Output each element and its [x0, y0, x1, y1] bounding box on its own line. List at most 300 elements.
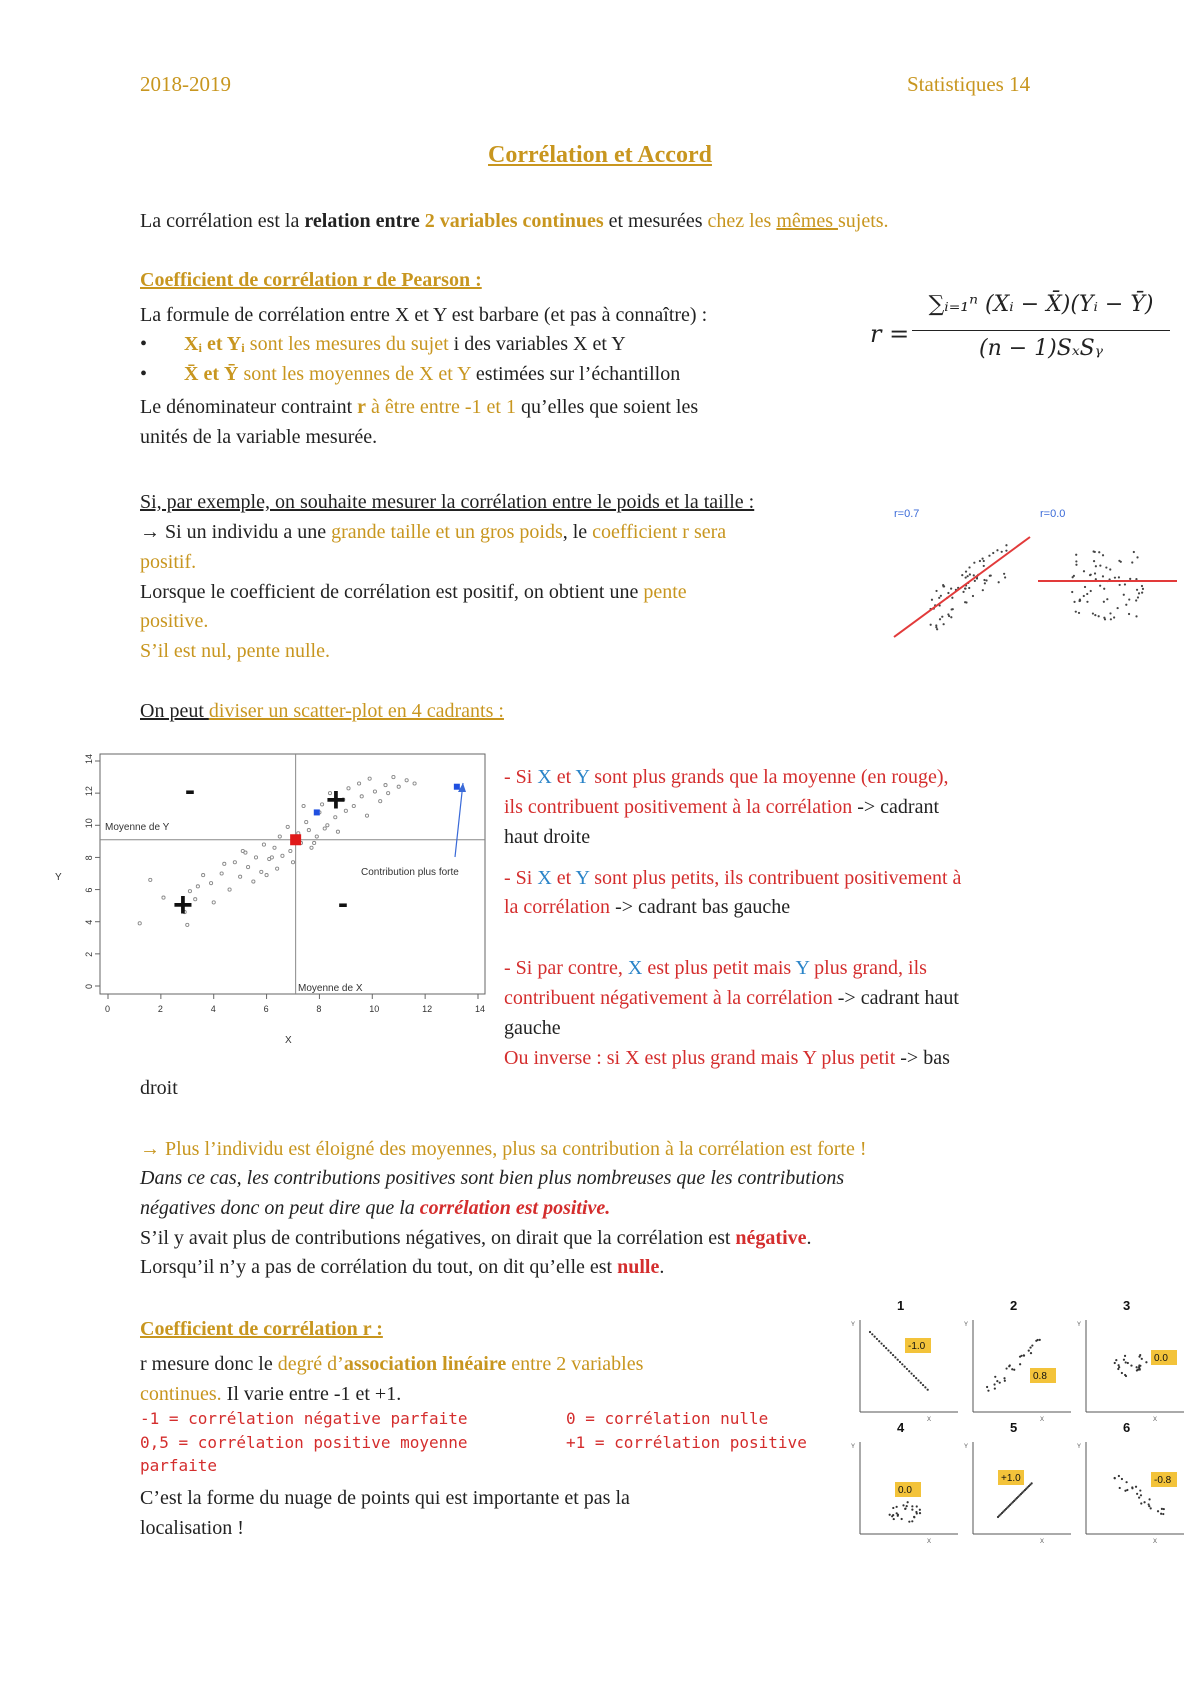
scatter-dot [1073, 601, 1075, 603]
conclusion-line: Lorsqu’il n’y a pas de corrélation du tout, on dit qu’elle est nulle. [140, 1256, 665, 1278]
data-point [387, 792, 390, 795]
denominator-text: Le dénominateur contraint r à être entre -1 et 1 qu’elles que soient les [140, 396, 699, 418]
panel-dot [917, 1379, 919, 1381]
contribution-arrow [455, 783, 463, 857]
x-tick-label: 8 [316, 1004, 322, 1014]
panel-dot [1123, 1359, 1125, 1361]
panel-dot [1028, 1350, 1030, 1352]
x-tick-label: 4 [210, 1004, 216, 1014]
scatter-dot [1099, 565, 1101, 567]
panel-dot [1019, 1363, 1021, 1365]
scatter-dot [1138, 592, 1140, 594]
bullet-item: • Xᵢ et Yᵢ sont les mesures du sujet i des variables X et Y [140, 333, 626, 355]
conclusion-line: négatives donc on peut dire que la corrélation est positive. [140, 1197, 611, 1219]
r-value-label: 0.8 [1033, 1371, 1047, 1382]
scatter-dot [1078, 612, 1080, 614]
minus-top-left: - [185, 774, 195, 807]
scatter-dot [1075, 564, 1077, 566]
panel-dot [1126, 1489, 1128, 1491]
panel-dot [986, 1386, 988, 1388]
panel-dot [901, 1518, 903, 1520]
scatter-dot [1104, 618, 1106, 620]
scatter-dot [1001, 551, 1003, 553]
data-point [397, 785, 400, 788]
y-axis-label: Y [55, 872, 62, 883]
scatter-dot [1075, 554, 1077, 556]
scatter-dot [1129, 578, 1131, 580]
x-axis-label: X [285, 1035, 292, 1046]
coef-value-05: 0,5 = corrélation positive moyenne [140, 1433, 468, 1452]
scatter-dot [985, 579, 987, 581]
data-point [220, 872, 223, 875]
scatter-dot [1142, 588, 1144, 590]
panel-dot [987, 1390, 989, 1392]
scatter-dot [1004, 576, 1006, 578]
coef-line: C’est la forme du nuage de points qui est importante et pas la [140, 1487, 630, 1509]
data-point [379, 800, 382, 803]
scatter-dot [1123, 594, 1125, 596]
scatter-dot [1135, 578, 1137, 580]
scatter-dot [983, 579, 985, 581]
panel-dot [1114, 1362, 1116, 1364]
panel-dot [871, 1333, 873, 1335]
data-point [405, 779, 408, 782]
panel-dot [1148, 1505, 1150, 1507]
panel-dot [1029, 1346, 1031, 1348]
data-point [260, 870, 263, 873]
panel-dot [1125, 1481, 1127, 1483]
panel-number: 3 [1123, 1298, 1131, 1313]
scatter-dot [930, 624, 932, 626]
scatter-dot [974, 580, 976, 582]
data-point [360, 795, 363, 798]
denominator-text-2: unités de la variable mesurée. [140, 426, 378, 448]
panel-x-label: X [927, 1539, 932, 1545]
panel-dot [1138, 1355, 1140, 1357]
panel-y-label: Y [964, 1322, 969, 1328]
scatter-dot [965, 570, 967, 572]
panel-dot [1163, 1508, 1165, 1510]
r-value-label: +1.0 [1001, 1473, 1021, 1484]
data-point [315, 835, 318, 838]
data-point [212, 901, 215, 904]
scatter-dot [940, 595, 942, 597]
scatter-dot [984, 582, 986, 584]
correlation-panel [1077, 1420, 1184, 1545]
conclusion-line: S’il y avait plus de contributions négatives, on dirait que la corrélation est négative. [140, 1227, 812, 1249]
scatter-dot [1075, 560, 1077, 562]
quadrant-text: droit [140, 1077, 178, 1099]
scatter-dot [1128, 613, 1130, 615]
panel-y-label: Y [851, 1444, 856, 1450]
panel-dot [1139, 1368, 1141, 1370]
panel-dot [897, 1515, 899, 1517]
panel-dot [878, 1340, 880, 1342]
scatter-dot [1090, 574, 1092, 576]
scatter-dot [1072, 576, 1074, 578]
panel-dot [913, 1516, 915, 1518]
scatter-dot [950, 616, 952, 618]
data-point [202, 874, 205, 877]
scatter-dot [1099, 585, 1101, 587]
panel-dot [1125, 1361, 1127, 1363]
panel-dot [908, 1521, 910, 1523]
panel-dot [1139, 1489, 1141, 1491]
panel-dot [1160, 1513, 1162, 1515]
panel-dot [899, 1361, 901, 1363]
data-point [347, 787, 350, 790]
panel-dot [922, 1384, 924, 1386]
data-point [273, 846, 276, 849]
coef-value-0: 0 = corrélation nulle [566, 1409, 769, 1428]
panel-number: 4 [897, 1420, 905, 1435]
scatter-dot [1086, 601, 1088, 603]
panel-dot [1135, 1486, 1137, 1488]
plus-bottom-left: + [173, 886, 193, 924]
data-point [323, 827, 326, 830]
highlight-point [454, 784, 460, 790]
panel-dot [999, 1382, 1001, 1384]
panel-dot [916, 1512, 918, 1514]
data-point [233, 861, 236, 864]
panel-dot [891, 1515, 893, 1517]
panel-dot [1121, 1372, 1123, 1374]
panel-dot [996, 1380, 998, 1382]
scatter-dot [1124, 583, 1126, 585]
coef-line: localisation ! [140, 1517, 244, 1539]
data-point [138, 922, 141, 925]
scatter-dot [1098, 551, 1100, 553]
panel-dot [1157, 1510, 1159, 1512]
panel-y-label: Y [1077, 1444, 1082, 1450]
panel-dot [902, 1504, 904, 1506]
scatter-dot [967, 575, 969, 577]
panel-dot [993, 1383, 995, 1385]
panel-dot [1143, 1501, 1145, 1503]
panel-dot [1031, 1344, 1033, 1346]
scatter-dot [943, 623, 945, 625]
panel-x-label: X [927, 1417, 932, 1423]
data-point [270, 856, 273, 859]
scatter-dot [1090, 590, 1092, 592]
panel-dot [1118, 1366, 1120, 1368]
x-tick-label: 2 [157, 1004, 163, 1014]
panel-dot [911, 1520, 913, 1522]
y-tick-label: 8 [84, 855, 94, 861]
highlight-point [314, 809, 320, 815]
data-point [209, 882, 212, 885]
panel-dot [893, 1518, 895, 1520]
page-title: Corrélation et Accord [488, 142, 712, 168]
contribution-label: Contribution plus forte [361, 867, 459, 878]
panel-dot [1161, 1508, 1163, 1510]
r-value-label: 0.0 [898, 1485, 912, 1496]
panel-dot [880, 1342, 882, 1344]
conclusion-line: Dans ce cas, les contributions positives sont bien plus nombreuses que les contributions [140, 1167, 845, 1189]
quadrant-text: contribuent négativement à la corrélation -> cadrant haut [504, 987, 959, 1009]
scatter-dot [1133, 551, 1135, 553]
scatter-dot [938, 597, 940, 599]
scatter-dot [989, 575, 991, 577]
data-point [384, 784, 387, 787]
scatter-dot [1137, 596, 1139, 598]
scatter-dot [1128, 598, 1130, 600]
y-tick-label: 6 [84, 887, 94, 893]
scatter-dot [1093, 560, 1095, 562]
scatter-dot [965, 601, 967, 603]
panel-dot [919, 1509, 921, 1511]
panel-dot [910, 1372, 912, 1374]
y-tick-label: 12 [84, 786, 94, 797]
formula-lhs: r = [870, 320, 910, 348]
panel-dot [1118, 1475, 1120, 1477]
data-point [373, 790, 376, 793]
panel-number: 5 [1010, 1420, 1018, 1435]
panel-dot [1140, 1494, 1142, 1496]
example-heading: Si, par exemple, on souhaite mesurer la corrélation entre le poids et la taille : [140, 491, 755, 513]
coef-value-neg1: -1 = corrélation négative parfaite [140, 1409, 468, 1428]
panel-dot [1013, 1369, 1015, 1371]
r07-label: r=0.7 [894, 508, 920, 520]
scatter-dot [1131, 561, 1133, 563]
scatter-dot [1075, 611, 1077, 613]
data-point [291, 861, 294, 864]
scatter-dot [935, 590, 937, 592]
panel-dot [1117, 1364, 1119, 1366]
coef-value-parfaite: parfaite [140, 1456, 218, 1475]
data-point [194, 898, 197, 901]
correlation-panel [964, 1298, 1071, 1423]
minus-bottom-right: - [338, 887, 348, 920]
panel-dot [916, 1505, 918, 1507]
panel-dot [1150, 1507, 1152, 1509]
panel-dot [1011, 1368, 1013, 1370]
scatter-dot [1114, 577, 1116, 579]
panel-dot [915, 1377, 917, 1379]
panel-dot [1117, 1368, 1119, 1370]
scatter-dot [947, 592, 949, 594]
correlation-panel [851, 1298, 958, 1423]
panel-number: 1 [897, 1298, 905, 1313]
y-tick-label: 4 [84, 919, 94, 925]
example-line: → Si un individu a une grande taille et un gros poids, le coefficient r sera [140, 521, 727, 543]
x-tick-label: 10 [369, 1004, 380, 1014]
correlation-panel [851, 1420, 958, 1545]
panel-dot [1138, 1497, 1140, 1499]
scatter-dot [1103, 601, 1105, 603]
scatter-dot [1141, 592, 1143, 594]
intro-paragraph: La corrélation est la relation entre 2 variables continues et mesurées chez les mêmes sujets. [140, 210, 889, 232]
panel-dot [907, 1501, 909, 1503]
scatter-dot [979, 560, 981, 562]
quadrant-text: gauche [504, 1017, 561, 1039]
axis-ticks [84, 754, 485, 1014]
mean-y-label: Moyenne de Y [105, 822, 170, 833]
y-tick-label: 2 [84, 951, 94, 957]
scatter-dot [1118, 576, 1120, 578]
panel-dot [924, 1386, 926, 1388]
mean-x-label: Moyenne de X [298, 983, 363, 994]
scatter-dot [1117, 607, 1119, 609]
data-point [246, 865, 249, 868]
panel-dot [994, 1387, 996, 1389]
r07-scatter [929, 544, 1007, 630]
x-tick-label: 14 [475, 1004, 486, 1014]
scatter-dot [950, 588, 952, 590]
y-tick-label: 0 [84, 983, 94, 989]
r-value-label: -0.8 [1154, 1475, 1172, 1486]
quadrant-text: haut droite [504, 826, 591, 848]
panel-dot [889, 1514, 891, 1516]
scatter-dot [1102, 554, 1104, 556]
panel-dot [1136, 1366, 1138, 1368]
coef-value-pos1: +1 = corrélation positive [566, 1433, 807, 1452]
panel-y-label: Y [964, 1444, 969, 1450]
scatter-dot [961, 574, 963, 576]
correlation-panels [851, 1298, 1200, 1548]
panel-dot [1030, 1352, 1032, 1354]
scatter-dot [1125, 604, 1127, 606]
panel-dot [908, 1370, 910, 1372]
example-line: positive. [140, 610, 209, 632]
data-point [307, 829, 310, 832]
scatter-dot [1106, 598, 1108, 600]
data-point [336, 830, 339, 833]
scatter-dot [988, 555, 990, 557]
scatter-dot [1005, 550, 1007, 552]
panel-dot [1039, 1339, 1041, 1341]
panel-dot [927, 1389, 929, 1391]
header-course: Statistiques 14 [907, 72, 1031, 96]
data-point [286, 825, 289, 828]
pearson-heading: Coefficient de corrélation r de Pearson : [140, 269, 482, 291]
pearson-formula [870, 292, 1170, 372]
scatter-dot [983, 560, 985, 562]
data-point [413, 782, 416, 785]
scatter-dot [1136, 556, 1138, 558]
panel-dot [894, 1356, 896, 1358]
panel-dot [1162, 1513, 1164, 1515]
scatter-dot [1092, 612, 1094, 614]
scatter-dot [1083, 570, 1085, 572]
scatter-dot [998, 581, 1000, 583]
data-point [305, 820, 308, 823]
panel-dot [920, 1382, 922, 1384]
panel-dot [1145, 1361, 1147, 1363]
quadrant-text: - Si par contre, X est plus petit mais Y plus grand, ils [504, 957, 927, 979]
scatter-dot [1071, 591, 1073, 593]
formula-numerator: ∑ᵢ₌₁ⁿ (Xᵢ − X̄)(Yᵢ − Ȳ) [928, 292, 1154, 317]
bullet-item: • X̄ et Ȳ sont les moyennes de X et Y estimées sur l’échantillon [140, 363, 681, 385]
panel-dot [896, 1506, 898, 1508]
data-point [239, 875, 242, 878]
data-point [368, 777, 371, 780]
panel-dot [1005, 1367, 1007, 1369]
scatter-dot [983, 565, 985, 567]
panel-dot [904, 1507, 906, 1509]
panel-dot [911, 1508, 913, 1510]
panel-number: 2 [1010, 1298, 1018, 1313]
data-point [310, 846, 313, 849]
panel-dot [1131, 1486, 1133, 1488]
panel-dot [897, 1359, 899, 1361]
r00-label: r=0.0 [1040, 508, 1066, 520]
panel-dot [874, 1336, 876, 1338]
scatter-dot [1103, 588, 1105, 590]
panel-dot [1140, 1502, 1142, 1504]
scatter-dot [1086, 593, 1088, 595]
scatter-dot [981, 558, 983, 560]
r-value-label: 0.0 [1154, 1353, 1168, 1364]
quadrant-scatter-chart [45, 745, 500, 1045]
panel-dot [906, 1505, 908, 1507]
data-point [252, 880, 255, 883]
panel-y-label: Y [851, 1322, 856, 1328]
scatter-dot [972, 595, 974, 597]
panel-dot [892, 1507, 894, 1509]
panel-dot [1121, 1478, 1123, 1480]
scatter-dot [1094, 614, 1096, 616]
scatter-dot [951, 597, 953, 599]
panel-dot [911, 1505, 913, 1507]
panel-x-label: X [1040, 1539, 1045, 1545]
scatter-dot [996, 549, 998, 551]
panel-dot [904, 1366, 906, 1368]
correlation-panel [964, 1420, 1071, 1545]
panel-dot [1036, 1339, 1038, 1341]
scatter-dot [1102, 575, 1104, 577]
scatter-dot [1005, 544, 1007, 546]
scatter-dot [1084, 586, 1086, 588]
scatter-dot [1135, 615, 1137, 617]
panel-dot [1115, 1359, 1117, 1361]
y-tick-label: 14 [84, 753, 94, 764]
example-line: S’il est nul, pente nulle. [140, 640, 330, 662]
panel-dot [1148, 1498, 1150, 1500]
scatter-dot [1109, 612, 1111, 614]
scatter-dot [1105, 566, 1107, 568]
coef-line: continues. Il varie entre -1 et +1. [140, 1383, 402, 1405]
panel-dot [1023, 1355, 1025, 1357]
data-point [365, 814, 368, 817]
slope-examples-figure [890, 505, 1180, 650]
quadrant-text: Ou inverse : si X est plus grand mais Y plus petit -> bas [504, 1047, 950, 1069]
panel-dot [1124, 1490, 1126, 1492]
panel-dot [887, 1349, 889, 1351]
conclusion-line: → Plus l’individu est éloigné des moyennes, plus sa contribution à la corrélation est forte ! [140, 1138, 867, 1160]
data-point [265, 874, 268, 877]
scatter-dot [962, 591, 964, 593]
scatter-dot [1079, 599, 1081, 601]
panel-dot [890, 1352, 892, 1354]
quadrant-text: ils contribuent positivement à la corrélation -> cadrant [504, 796, 940, 818]
panel-dot [901, 1363, 903, 1365]
x-tick-label: 12 [422, 1004, 433, 1014]
panel-dot [1124, 1374, 1126, 1376]
scatter-dot [1095, 565, 1097, 567]
panel-x-label: X [1153, 1417, 1158, 1423]
scatter-dot [935, 626, 937, 628]
scatter-dot [942, 584, 944, 586]
panel-dot [1127, 1362, 1129, 1364]
scatter-dot [973, 562, 975, 564]
scatter-dot [951, 608, 953, 610]
scatter-dot [1098, 615, 1100, 617]
panel-dot [1119, 1487, 1121, 1489]
scatter-dot [1110, 618, 1112, 620]
panel-x-label: X [1153, 1539, 1158, 1545]
scatter-dot [941, 616, 943, 618]
